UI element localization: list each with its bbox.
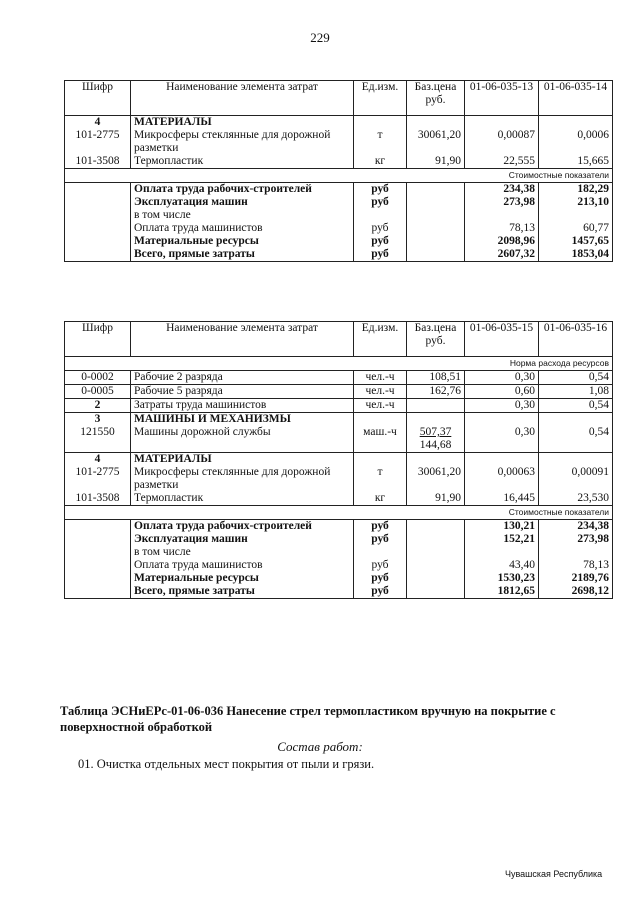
table-row: 121550 Машины дорожной службы маш.-ч 507,37 144,68 0,30 0,54 bbox=[65, 426, 613, 453]
composition-item: 01. Очистка отдельных мест покрытия от пыли и грязи. bbox=[78, 757, 375, 771]
summary-row: Оплата труда машинистов руб 43,40 78,13 bbox=[65, 559, 613, 572]
footer-region: Чувашская Республика bbox=[505, 869, 603, 879]
summary-row: Оплата труда машинистов руб 78,13 60,77 bbox=[65, 222, 613, 235]
summary-row: Оплата труда рабочих-строителей руб 234,38 182,29 bbox=[65, 183, 613, 197]
subheader-row: Стоимостные показатели bbox=[65, 506, 613, 520]
header-col-b: 01-06-035-14 bbox=[539, 81, 613, 116]
section-row: 4 МАТЕРИАЛЫ bbox=[65, 453, 613, 467]
summary-row: Всего, прямые затраты руб 2607,32 1853,04 bbox=[65, 248, 613, 262]
table-row: 2 Затраты труда машинистов чел.-ч 0,30 0,54 bbox=[65, 399, 613, 413]
resource-table-2 bbox=[64, 321, 613, 599]
table-row: 0-0005 Рабочие 5 разряда чел.-ч 162,76 0,60 1,08 bbox=[65, 385, 613, 399]
table-row: 101-2775 Микросферы стеклянные для дорожной разметки т 30061,20 0,00087 0,0006 bbox=[65, 129, 613, 155]
composition-heading: Состав работ: bbox=[277, 739, 363, 754]
header-col-a: 01-06-035-15 bbox=[465, 322, 539, 357]
header-col-a: 01-06-035-13 bbox=[465, 81, 539, 116]
summary-row: Материальные ресурсы руб 1530,23 2189,76 bbox=[65, 572, 613, 585]
page-number: 229 bbox=[310, 30, 330, 45]
header-col-b: 01-06-035-16 bbox=[539, 322, 613, 357]
summary-row: Эксплуатация машин руб 273,98 213,10 bbox=[65, 196, 613, 209]
header-code: Шифр bbox=[65, 322, 131, 357]
table-row: 101-3508 Термопластик кг 91,90 16,445 23,530 bbox=[65, 492, 613, 506]
summary-row: Всего, прямые затраты руб 1812,65 2698,12 bbox=[65, 585, 613, 599]
subheader-row: Стоимостные показатели bbox=[65, 169, 613, 183]
table-title: Таблица ЭСНиЕРс-01-06-036 Нанесение стрел термопластиком вручную на покрытие с поверхностной обработкой bbox=[60, 704, 556, 734]
summary-row: Оплата труда рабочих-строителей руб 130,21 234,38 bbox=[65, 520, 613, 534]
header-code: Шифр bbox=[65, 81, 131, 116]
machine-price: 507,37 bbox=[419, 426, 452, 438]
table-row: 101-2775 Микросферы стеклянные для дорожной разметки т 30061,20 0,00063 0,00091 bbox=[65, 466, 613, 492]
header-unit: Ед.изм. bbox=[354, 81, 407, 116]
header-name: Наименование элемента затрат bbox=[131, 322, 354, 357]
subheader-row: Норма расхода ресурсов bbox=[65, 357, 613, 371]
resource-table-1 bbox=[64, 80, 613, 262]
header-name: Наименование элемента затрат bbox=[131, 81, 354, 116]
machine-price-operator: 144,68 bbox=[419, 439, 452, 451]
header-base-price: Баз.цена руб. bbox=[407, 81, 465, 116]
table-header-row bbox=[65, 322, 613, 357]
table-header-row bbox=[65, 81, 613, 116]
table-row: 0-0002 Рабочие 2 разряда чел.-ч 108,51 0,30 0,54 bbox=[65, 371, 613, 385]
header-unit: Ед.изм. bbox=[354, 322, 407, 357]
section-row: 4 МАТЕРИАЛЫ bbox=[65, 116, 613, 130]
summary-row: в том числе bbox=[65, 546, 613, 559]
header-base-price: Баз.цена руб. bbox=[407, 322, 465, 357]
summary-row: Материальные ресурсы руб 2098,96 1457,65 bbox=[65, 235, 613, 248]
table-row: 101-3508 Термопластик кг 91,90 22,555 15,665 bbox=[65, 155, 613, 169]
summary-row: Эксплуатация машин руб 152,21 273,98 bbox=[65, 533, 613, 546]
section-row: 3 МАШИНЫ И МЕХАНИЗМЫ bbox=[65, 413, 613, 427]
summary-row: в том числе bbox=[65, 209, 613, 222]
